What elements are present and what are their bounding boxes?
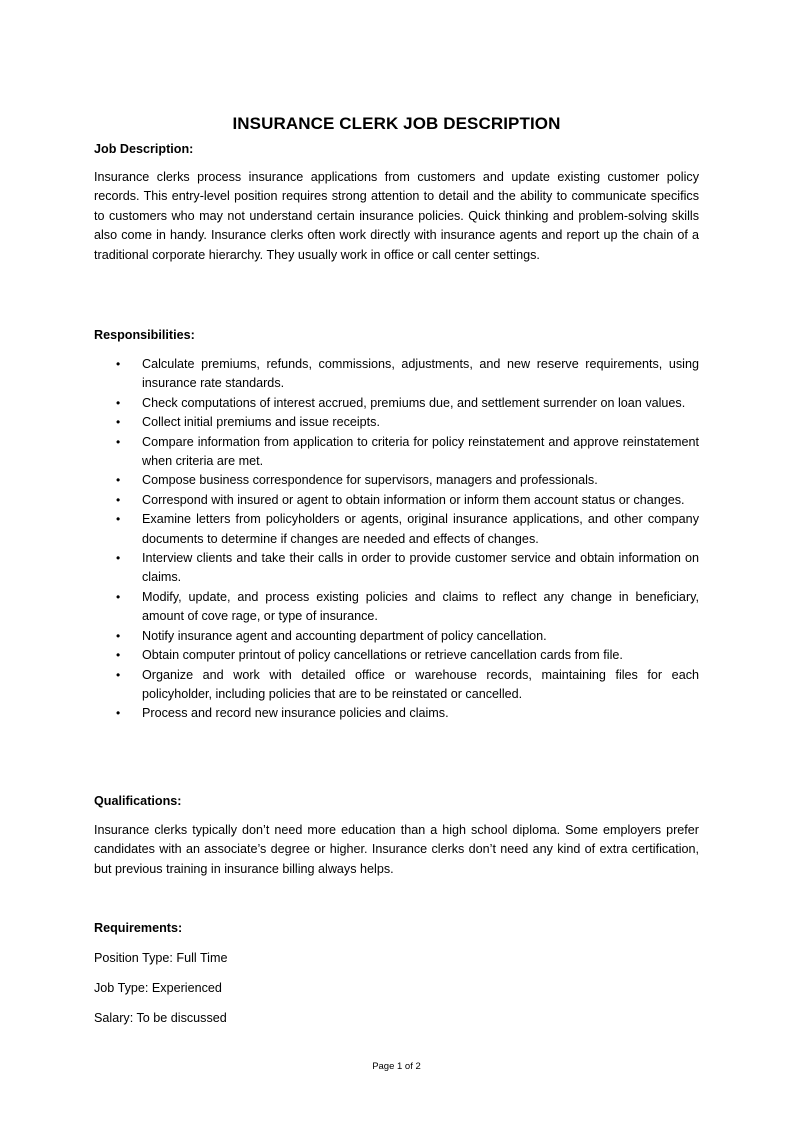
- bullet-icon: •: [116, 648, 121, 663]
- salary-line: Salary: To be discussed: [94, 1011, 227, 1025]
- list-item-text: Check computations of interest accrued, premiums due, and settlement surrender on loan values.: [142, 395, 686, 410]
- document-title: INSURANCE CLERK JOB DESCRIPTION: [232, 114, 561, 133]
- bullet-icon: •: [116, 589, 121, 604]
- page-number: Page 1 of 2: [372, 1061, 421, 1072]
- qualifications-text: Insurance clerks typically don’t need more education than a high school diploma. Some employers prefer candidates with an associate’s degree or higher. Insurance clerks don’t need any kind of extra certification, but previous training in insurance billing always helps.: [94, 823, 699, 876]
- bullet-icon: •: [116, 551, 121, 566]
- bullet-icon: •: [116, 357, 121, 371]
- bullet-icon: •: [116, 706, 121, 721]
- list-item: [94, 491, 699, 510]
- bullet-icon: •: [116, 473, 121, 488]
- list-item-text: Notify insurance agent and accounting department of policy cancellation.: [142, 628, 547, 643]
- list-item: [94, 355, 699, 394]
- responsibilities-heading: Responsibilities:: [94, 328, 195, 342]
- list-item-text: Collect initial premiums and issue receipts.: [142, 415, 380, 430]
- list-item: [94, 588, 699, 627]
- list-item: [94, 646, 699, 665]
- list-item-text: Organize and work with detailed office or warehouse records, maintaining files for each policyholder, including policies that are to be reinstated or cancelled.: [142, 667, 699, 701]
- bullet-icon: •: [116, 415, 121, 430]
- bullet-icon: •: [116, 512, 121, 527]
- responsibilities-list: [94, 355, 699, 724]
- list-item-text: Compare information from application to criteria for policy reinstatement and approve reinstatement when criteria are met.: [142, 434, 699, 469]
- bullet-icon: •: [116, 667, 121, 682]
- list-item-text: Compose business correspondence for supervisors, managers and professionals.: [142, 473, 598, 488]
- job-type-line: Job Type: Experienced: [94, 981, 222, 995]
- bullet-icon: •: [116, 434, 121, 449]
- bullet-icon: •: [116, 395, 121, 410]
- list-item-text: Obtain computer printout of policy cancellations or retrieve cancellation cards from file.: [142, 648, 623, 663]
- job-description-text: Insurance clerks process insurance applications from customers and update existing customer policy records. This entry-level position requires strong attention to detail and the ability to communicate specifics to customers who may not understand certain insurance policies. Quick thinking and problem-solving skills also come in handy. Insurance clerks often work directly with insurance agents and report up the chain of a traditional corporate hierarchy. They usually work in office or call center settings.: [94, 170, 699, 262]
- bullet-icon: •: [116, 492, 121, 507]
- list-item-text: Correspond with insured or agent to obtain information or inform them account status or changes.: [142, 492, 685, 507]
- list-item-text: Process and record new insurance policies and claims.: [142, 706, 449, 721]
- list-item: [94, 510, 699, 549]
- list-item: [94, 549, 699, 588]
- list-item: [94, 627, 699, 646]
- qualifications-heading: Qualifications:: [94, 794, 182, 808]
- list-item: [94, 394, 699, 413]
- list-item-text: Examine letters from policyholders or agents, original insurance applications, and other company documents to determine if changes are needed and effects of changes.: [142, 512, 699, 546]
- position-type-line: Position Type: Full Time: [94, 951, 228, 965]
- list-item-text: Interview clients and take their calls in order to provide customer service and obtain information on claims.: [142, 551, 699, 585]
- job-description-heading: Job Description:: [94, 142, 194, 156]
- list-item: [94, 471, 699, 490]
- list-item: [94, 433, 699, 472]
- list-item-text: Modify, update, and process existing policies and claims to reflect any change in beneficiary, amount of cove rage, or type of insurance.: [142, 589, 699, 624]
- list-item: [94, 704, 699, 723]
- list-item: [94, 413, 699, 432]
- list-item: [94, 666, 699, 705]
- requirements-heading: Requirements:: [94, 921, 183, 935]
- list-item-text: Calculate premiums, refunds, commissions, adjustments, and new reserve requirements, using insurance rate standards.: [142, 357, 699, 391]
- bullet-icon: •: [116, 628, 121, 643]
